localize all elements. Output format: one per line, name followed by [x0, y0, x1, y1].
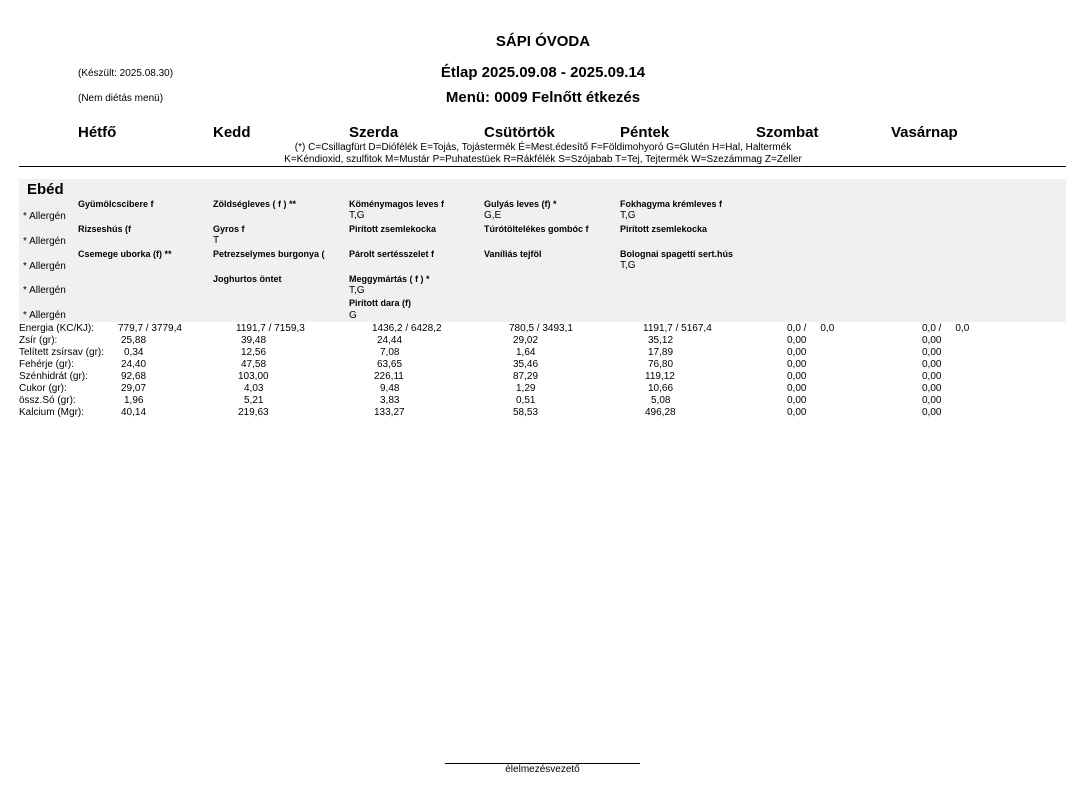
nutrition-value: 9,48: [380, 383, 400, 394]
nutrition-value: 0,00: [787, 395, 807, 406]
nutrition-label: Cukor (gr):: [19, 383, 67, 394]
nutrition-value: 0,34: [124, 347, 144, 358]
allergen-legend-line2: K=Kéndioxid, szulfitok M=Mustár P=Puhatestüek R=Rákfélék S=Szójabab T=Tej, Tejtermék W=Szezámmag Z=Zeller: [284, 154, 802, 165]
diet-note: (Nem diétás menü): [78, 93, 164, 104]
nutrition-value: 1191,7 / 7159,3: [236, 323, 305, 334]
nutrition-value: 0,00: [787, 335, 807, 346]
dish-allergens: T,G: [349, 285, 365, 296]
nutrition-value: 40,14: [121, 407, 147, 418]
nutrition-value: 35,46: [513, 359, 539, 370]
header-divider: [19, 166, 1066, 167]
nutrition-value: 1,96: [124, 395, 144, 406]
signature-label: élelmezésvezető: [505, 764, 580, 775]
dish-name: Párolt sertésszelet f: [349, 249, 435, 259]
day-header-thursday: Csütörtök: [484, 124, 555, 141]
dish-name: Pirított zsemlekocka: [620, 224, 708, 234]
nutrition-value: 0,00: [922, 359, 942, 370]
nutrition-value: 24,40: [121, 359, 147, 370]
nutrition-label: Telített zsírsav (gr):: [19, 347, 105, 358]
nutrition-value: 0,00: [787, 407, 807, 418]
nutrition-label: Fehérje (gr):: [19, 359, 75, 370]
nutrition-value: 5,21: [244, 395, 264, 406]
nutrition-value: 0,00: [922, 347, 942, 358]
dish-name: Köménymagos leves f: [349, 199, 445, 209]
dish-allergens: T,G: [620, 260, 636, 271]
nutrition-value: 4,03: [244, 383, 264, 394]
nutrition-value: 0,0 / 0,0: [787, 323, 835, 334]
nutrition-value: 7,08: [380, 347, 400, 358]
nutrition-value: 76,80: [648, 359, 674, 370]
institution-title: SÁPI ÓVODA: [495, 33, 591, 50]
nutrition-value: 29,07: [121, 383, 147, 394]
menu-name: Menü: 0009 Felnőtt étkezés: [445, 89, 641, 106]
nutrition-value: 1,64: [516, 347, 536, 358]
nutrition-value: 10,66: [648, 383, 674, 394]
dish-allergens: G,E: [484, 210, 502, 221]
nutrition-label: össz.Só (gr):: [19, 395, 76, 406]
nutrition-value: 119,12: [645, 371, 675, 382]
dish-allergens: G: [349, 310, 357, 321]
nutrition-value: 0,00: [922, 383, 942, 394]
dish-allergens: T: [213, 235, 220, 246]
dish-name: Gulyás leves (f) *: [484, 199, 557, 209]
nutrition-value: 496,28: [645, 407, 676, 418]
dish-name: Meggymártás ( f ) *: [349, 274, 430, 284]
nutrition-value: 35,12: [648, 335, 674, 346]
day-header-friday: Péntek: [620, 124, 670, 141]
nutrition-value: 25,88: [121, 335, 147, 346]
nutrition-value: 17,89: [648, 347, 674, 358]
nutrition-value: 12,56: [241, 347, 267, 358]
meal-name: Ebéd: [27, 181, 64, 198]
nutrition-value: 0,00: [922, 371, 942, 382]
allergen-row-label: * Allergén: [23, 310, 66, 321]
nutrition-value: 3,83: [380, 395, 400, 406]
dish-name: Pirított dara (f): [349, 298, 411, 308]
nutrition-label: Zsír (gr):: [19, 335, 58, 346]
nutrition-value: 5,08: [651, 395, 671, 406]
dish-name: Zöldségleves ( f ) **: [213, 199, 297, 209]
nutrition-label: Szénhidrát (gr):: [19, 371, 88, 382]
dish-name: Petrezselymes burgonya (: [213, 249, 325, 259]
nutrition-value: 87,29: [513, 371, 539, 382]
nutrition-value: 226,11: [374, 371, 404, 382]
nutrition-value: 0,51: [516, 395, 536, 406]
dish-name: Joghurtos öntet: [213, 274, 282, 284]
dish-name: Gyümölcscibere f: [78, 199, 154, 209]
nutrition-value: 0,00: [787, 371, 807, 382]
nutrition-value: 24,44: [377, 335, 403, 346]
nutrition-value: 63,65: [377, 359, 403, 370]
day-header-tuesday: Kedd: [213, 124, 251, 141]
allergen-row-label: * Allergén: [23, 211, 66, 222]
dish-name: Vaníliás tejföl: [484, 249, 542, 259]
created-date: (Készült: 2025.08.30): [78, 68, 174, 79]
nutrition-value: 92,68: [121, 371, 147, 382]
nutrition-value: 133,27: [374, 407, 405, 418]
nutrition-value: 0,00: [922, 395, 942, 406]
allergen-row-label: * Allergén: [23, 236, 66, 247]
dish-name: Bolognai spagetti sert.hús: [620, 249, 734, 259]
nutrition-value: 58,53: [513, 407, 539, 418]
nutrition-label: Kalcium (Mgr):: [19, 407, 85, 418]
nutrition-value: 1191,7 / 5167,4: [643, 323, 712, 334]
nutrition-value: 0,00: [922, 407, 942, 418]
nutrition-label-energy: Energia (KC/KJ):: [19, 323, 95, 334]
nutrition-value: 0,00: [922, 335, 942, 346]
day-header-monday: Hétfő: [78, 124, 117, 141]
dish-name: Gyros f: [213, 224, 245, 234]
nutrition-value: 0,00: [787, 383, 807, 394]
day-header-saturday: Szombat: [756, 124, 819, 141]
menu-period: Étlap 2025.09.08 - 2025.09.14: [440, 64, 646, 81]
dish-name: Csemege uborka (f) **: [78, 249, 172, 259]
nutrition-value: 0,00: [787, 359, 807, 370]
dish-name: Rizseshús (f: [78, 224, 132, 234]
nutrition-value: 39,48: [241, 335, 267, 346]
nutrition-value: 0,0 / 0,0: [922, 323, 970, 334]
nutrition-value: 780,5 / 3493,1: [509, 323, 573, 334]
nutrition-value: 1436,2 / 6428,2: [372, 323, 442, 334]
dish-name: Fokhagyma krémleves f: [620, 199, 723, 209]
allergen-row-label: * Allergén: [23, 285, 66, 296]
nutrition-value: 779,7 / 3779,4: [118, 323, 182, 334]
nutrition-value: 0,00: [787, 347, 807, 358]
nutrition-value: 1,29: [516, 383, 536, 394]
dish-allergens: T,G: [349, 210, 365, 221]
dish-name: Túrótöltelékes gombóc f: [484, 224, 589, 234]
nutrition-value: 103,00: [238, 371, 269, 382]
nutrition-value: 29,02: [513, 335, 539, 346]
allergen-legend-line1: (*) C=Csillagfürt D=Diófélék E=Tojás, Tojástermék É=Mest.édesítő F=Földimohyoró G=Glutén H=Hal, Haltermék: [294, 142, 792, 153]
dish-allergens: T,G: [620, 210, 636, 221]
nutrition-value: 47,58: [241, 359, 267, 370]
dish-name: Pirított zsemlekocka: [349, 224, 437, 234]
nutrition-value: 219,63: [238, 407, 269, 418]
day-header-wednesday: Szerda: [349, 124, 399, 141]
allergen-row-label: * Allergén: [23, 261, 66, 272]
day-header-sunday: Vasárnap: [891, 124, 958, 141]
